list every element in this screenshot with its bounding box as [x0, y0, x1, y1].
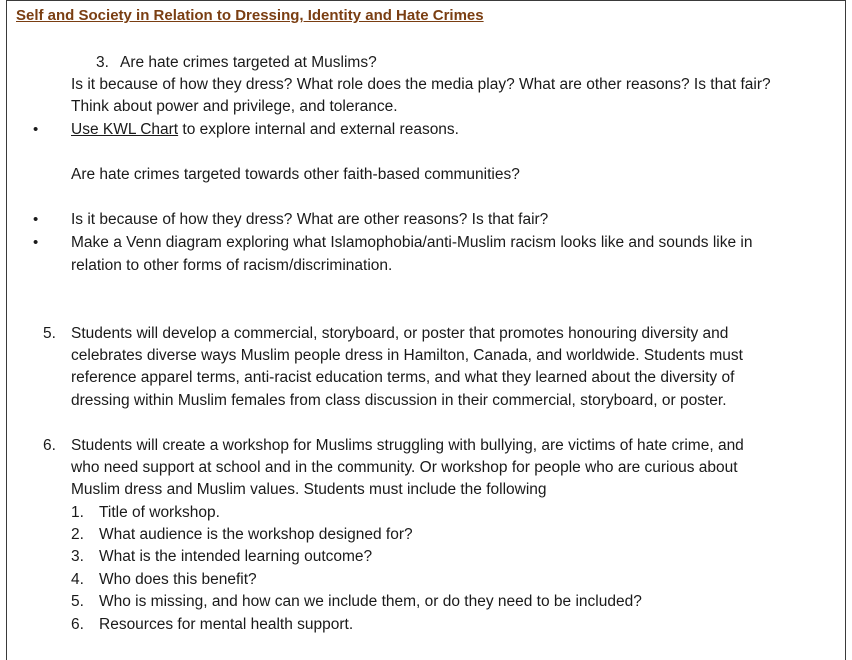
list-item-number: 1.: [71, 504, 84, 521]
section-3-question: Are hate crimes targeted at Muslims?: [120, 54, 377, 71]
list-item: What is the intended learning outcome?: [99, 548, 373, 565]
document-page: [6, 0, 846, 660]
section-6-line: Students will create a workshop for Muslims struggling with bullying, are victims of hate crime, and: [71, 437, 744, 454]
list-item-number: 5.: [71, 593, 84, 610]
kwl-bullet: [71, 119, 459, 141]
section-3-line-2: Is it because of how they dress? What role does the media play? What are other reasons? Is that fair?: [71, 76, 771, 93]
section-5-line: celebrates diverse ways Muslim people dress in Hamilton, Canada, and worldwide. Students must: [71, 347, 743, 364]
section-3-question-2: Are hate crimes targeted towards other faith-based communities?: [71, 166, 520, 183]
section-3-line-3: Think about power and privilege, and tolerance.: [71, 98, 398, 115]
document-title: Self and Society in Relation to Dressing, Identity and Hate Crimes: [16, 7, 484, 24]
list-item-number: 4.: [71, 571, 84, 588]
list-item: What audience is the workshop designed for?: [99, 526, 413, 543]
bullet-icon: •: [33, 121, 39, 138]
list-item: Title of workshop.: [99, 504, 220, 521]
section-3-number: 3.: [96, 54, 109, 71]
list-item: Who does this benefit?: [99, 571, 257, 588]
section-5-line: Students will develop a commercial, storyboard, or poster that promotes honouring diversity and: [71, 325, 729, 342]
list-item: Who is missing, and how can we include them, or do they need to be included?: [99, 593, 642, 610]
list-item-number: 2.: [71, 526, 84, 543]
kwl-chart-link[interactable]: Use KWL Chart: [71, 121, 179, 138]
bullet-icon: •: [33, 234, 39, 251]
venn-bullet-line-2: relation to other forms of racism/discrimination.: [71, 257, 393, 274]
dress-bullet: Is it because of how they dress? What are other reasons? Is that fair?: [71, 211, 549, 228]
section-6-line: Muslim dress and Muslim values. Students must include the following: [71, 481, 547, 498]
section-5-line: reference apparel terms, anti-racist education terms, and what they learned about the diversity of: [71, 369, 735, 386]
bullet-icon: •: [33, 211, 39, 228]
list-item-number: 6.: [71, 616, 84, 633]
section-5-line: dressing within Muslim females from class discussion in their commercial, storyboard, or poster.: [71, 392, 727, 409]
venn-bullet-line-1: Make a Venn diagram exploring what Islamophobia/anti-Muslim racism looks like and sounds like in: [71, 234, 753, 251]
kwl-bullet-rest: to explore internal and external reasons.: [178, 121, 459, 138]
list-item-number: 3.: [71, 548, 84, 565]
section-6-line: who need support at school and in the community. Or workshop for people who are curious about: [71, 459, 738, 476]
list-item: Resources for mental health support.: [99, 616, 354, 633]
section-5-number: 5.: [43, 325, 56, 342]
section-6-number: 6.: [43, 437, 56, 454]
